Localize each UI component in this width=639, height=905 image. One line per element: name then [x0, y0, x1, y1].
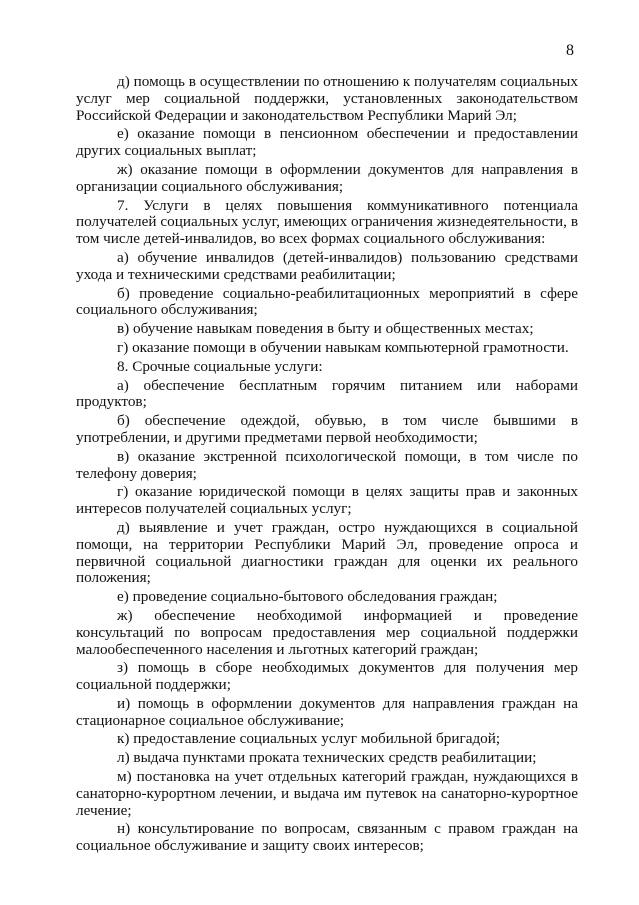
paragraph-7b-rehabilitation: б) проведение социально-реабилитационных мероприятий в сфере социального обслуживания;: [76, 284, 578, 319]
paragraph-section-8: 8. Срочные социальные услуги:: [117, 357, 323, 375]
paragraph-zh-document-help: ж) оказание помощи в оформлении документов для направления в организации социального обслуживания;: [76, 160, 578, 195]
paragraph-8b-clothing: б) обеспечение одеждой, обувью, в том числе бывшими в употреблении, и другими предметами первой необходимости;: [76, 412, 578, 446]
paragraph-8n-consulting: н) консультирование по вопросам, связанным с правом граждан на социальное обслуживание и защиту своих интересов;: [76, 820, 578, 855]
body-text: [76, 74, 578, 857]
page-number: 8: [566, 42, 574, 59]
paragraph-d-support-measures: д) помощь в осуществлении по отношению к получателям социальных услуг мер социальной поддержки, установленных законодательством Российской Федерации и законодательством Республики Марий Эл;: [76, 73, 578, 124]
paragraph-7v-behavior: в) обучение навыкам поведения в быту и общественных местах;: [117, 320, 534, 338]
paragraph-7a-training: а) обучение инвалидов (детей-инвалидов) пользованию средствами ухода и техническими средствами реабилитации;: [76, 248, 578, 283]
paragraph-8g-legal-help: г) оказание юридической помощи в целях защиты прав и законных интересов получателей социальных услуг;: [76, 483, 578, 518]
paragraph-8l-rental: л) выдача пунктами проката технических средств реабилитации;: [117, 749, 537, 767]
paragraph-8zh-information: ж) обеспечение необходимой информацией и проведение консультаций по вопросам предоставления мер социальной поддержки малообеспеченного населения и льготных категорий граждан;: [76, 606, 578, 658]
paragraph-e-pension-help: е) оказание помощи в пенсионном обеспечении и предоставлении других социальных выплат;: [76, 125, 578, 160]
paragraph-8k-mobile-team: к) предоставление социальных услуг мобильной бригадой;: [117, 730, 501, 748]
paragraph-8m-sanatorium: м) постановка на учет отдельных категорий граждан, нуждающихся в санаторно-курортном лечении, и выдача им путевок на санаторно-курортное лечение;: [76, 768, 578, 819]
paragraph-section-7: 7. Услуги в целях повышения коммуникативного потенциала получателей социальных услуг, имеющих ограничения жизнедеятельности, в том числе детей-инвалидов, во всех формах социального обслуживания:: [76, 196, 578, 248]
paragraph-8z-documents: з) помощь в сборе необходимых документов для получения мер социальной поддержки;: [76, 659, 578, 694]
paragraph-8i-stationary-care: и) помощь в оформлении документов для направления граждан на стационарное социальное обслуживание;: [76, 694, 578, 729]
paragraph-8a-food: а) обеспечение бесплатным горячим питанием или наборами продуктов;: [76, 376, 578, 411]
paragraph-8e-survey: е) проведение социально-бытового обследования граждан;: [117, 588, 498, 606]
paragraph-8v-psychological-help: в) оказание экстренной психологической помощи, в том числе по телефону доверия;: [76, 447, 578, 482]
paragraph-7g-computer-literacy: г) оказание помощи в обучении навыкам компьютерной грамотности.: [117, 338, 569, 356]
paragraph-8d-identification: д) выявление и учет граждан, остро нуждающихся в социальной помощи, на территории Республики Марий Эл, проведение опроса и первичной социальной диагностики граждан для оценки их реального положения;: [76, 518, 578, 587]
